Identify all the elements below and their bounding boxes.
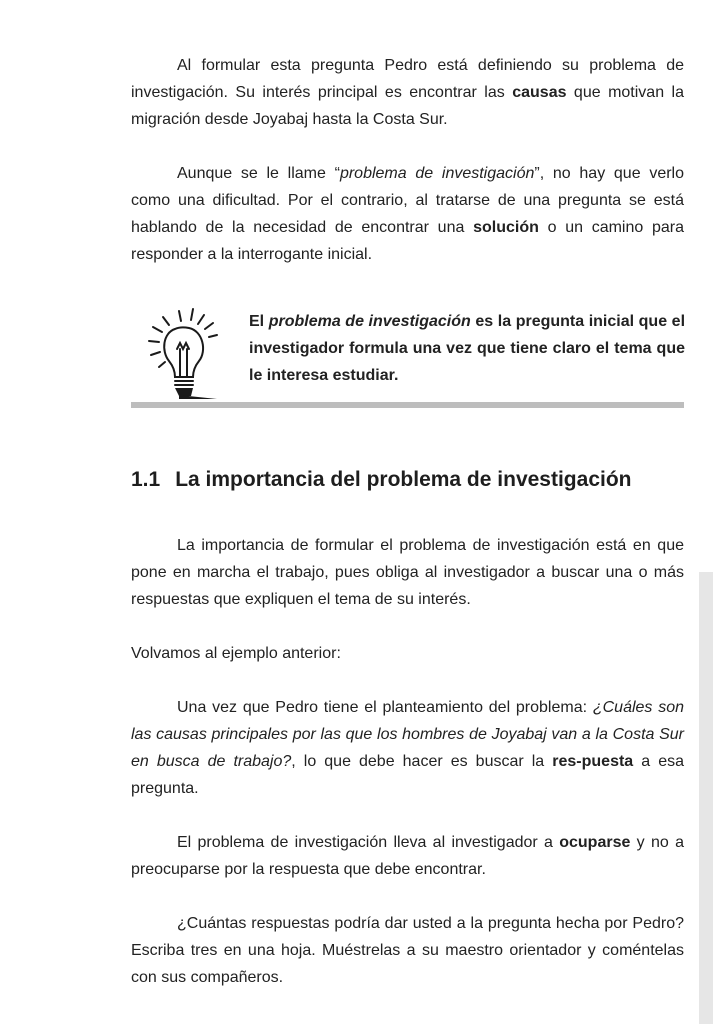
bold-text: causas bbox=[512, 84, 567, 101]
paragraph-planteamiento bbox=[131, 694, 684, 802]
text: Una vez que Pedro tiene el planteamiento del problema: bbox=[177, 699, 593, 716]
definition-callout bbox=[131, 313, 684, 406]
callout-text bbox=[249, 308, 685, 389]
text: es la pregunta inicial que el investigador formula una vez que tiene claro el tema que le interesa estudiar. bbox=[249, 313, 686, 384]
text: El problema de investigación lleva al investigador a bbox=[177, 834, 560, 851]
paragraph-causas bbox=[131, 52, 684, 133]
bold-text: ocuparse bbox=[559, 834, 631, 851]
bold-text: res-puesta bbox=[552, 753, 634, 770]
italic-text: problema de investigación bbox=[339, 165, 535, 182]
text: , lo que debe hacer es buscar la bbox=[291, 753, 553, 770]
text: que motivan la migración desde Joyabaj hasta la Costa Sur. bbox=[131, 84, 685, 128]
paragraph-ejemplo: Volvamos al ejemplo anterior: bbox=[131, 645, 341, 662]
section-number: 1.1 bbox=[131, 468, 161, 491]
section-heading bbox=[131, 466, 684, 494]
callout-divider bbox=[131, 402, 684, 408]
paragraph-ocuparse bbox=[131, 829, 684, 883]
text: Al formular esta pregunta Pedro está definiendo su problema de investigación. Su interés principal es encontrar las bbox=[131, 57, 684, 101]
scrollbar[interactable] bbox=[699, 572, 713, 1024]
document-page bbox=[131, 52, 684, 991]
text: Aunque se le llame “ bbox=[177, 165, 340, 182]
text: a esa pregunta. bbox=[131, 753, 684, 797]
italic-text: ¿Cuáles son las causas principales por las que los hombres de Joyabaj van a la Costa Sur en busca de trabajo? bbox=[131, 699, 684, 770]
text: o un camino para responder a la interrogante inicial. bbox=[131, 219, 685, 263]
text: y no a preocuparse por la respuesta que debe encontrar. bbox=[131, 834, 684, 878]
text: El bbox=[249, 313, 269, 330]
lightbulb-icon bbox=[139, 307, 231, 399]
paragraph-actividad: ¿Cuántas respuestas podría dar usted a la pregunta hecha por Pedro? Escriba tres en una hoja. Muéstrelas a su maestro orientador y coméntelas con sus compañeros. bbox=[131, 915, 684, 986]
italic-text: problema de investigación bbox=[268, 313, 471, 330]
section-title: La importancia del problema de investigación bbox=[175, 468, 632, 491]
paragraph-importancia: La importancia de formular el problema de investigación está en que pone en marcha el trabajo, pues obliga al investigador a buscar una o más respuestas que expliquen el tema de su interés. bbox=[131, 537, 684, 608]
text: ”, no hay que verlo como una dificultad. Por el contrario, al tratarse de una pregunta se está hablando de la necesidad de encontrar una bbox=[131, 165, 685, 236]
paragraph-problema bbox=[131, 160, 684, 268]
bold-text: solución bbox=[473, 219, 539, 236]
